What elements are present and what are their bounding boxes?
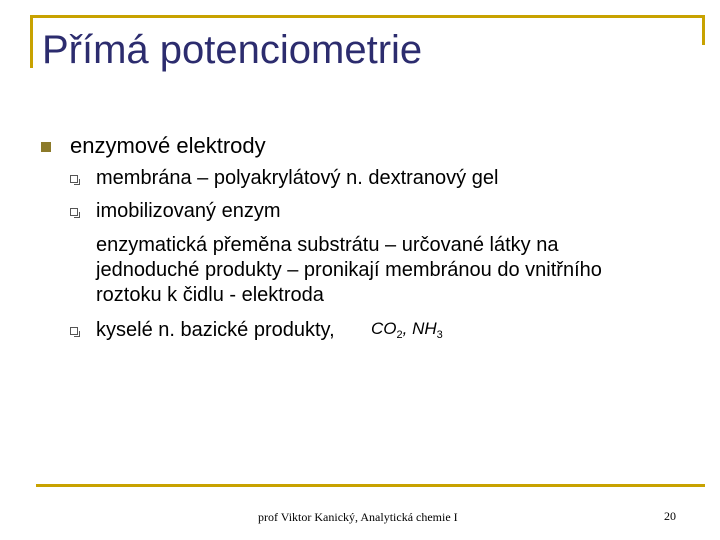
item-membrane: membrána – polyakrylátový n. dextranový gel <box>96 167 499 189</box>
top-border-line <box>30 15 704 18</box>
square-bullet-icon <box>41 142 51 152</box>
item-products: kyselé n. bazické produkty, <box>96 319 335 341</box>
hollow-square-bullet-icon <box>70 208 78 216</box>
bullet-enzyme-electrodes: enzymové elektrody <box>70 133 266 158</box>
item-immobilized-enzyme: imobilizovaný enzym <box>96 200 281 222</box>
hollow-square-bullet-icon <box>70 175 78 183</box>
item-description-line-2: jednoduché produkty – pronikají membránou do vnitřního <box>96 259 602 281</box>
left-border-line <box>30 15 33 68</box>
right-border-line <box>702 15 705 45</box>
slide-title: Přímá potenciometrie <box>42 28 423 72</box>
hollow-square-bullet-icon <box>70 327 78 335</box>
item-description-line-3: roztoku k čidlu - elektroda <box>96 284 324 306</box>
footer-line <box>36 484 705 487</box>
page-number: 20 <box>664 509 676 523</box>
item-description-line-1: enzymatická přeměna substrátu – určované látky na <box>96 234 559 256</box>
footer-author: prof Viktor Kanický, Analytická chemie I <box>258 510 458 524</box>
chemical-formula: $CO_2$, $NH_3$ <box>371 319 443 341</box>
